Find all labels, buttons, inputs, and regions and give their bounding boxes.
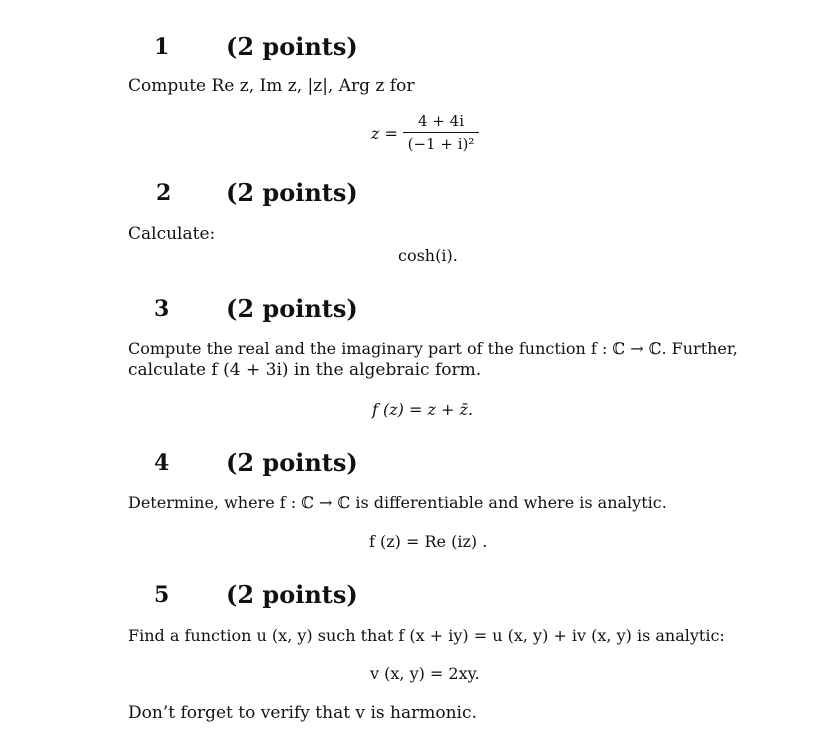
problem-formula: cosh(i).: [398, 246, 458, 265]
problem-formula: v (x, y) = 2xy.: [370, 664, 480, 683]
fraction-numerator: 4 + 4i: [418, 112, 464, 130]
problem-number: 5: [154, 582, 170, 608]
problem-formula: f (z) = z + z̄.: [372, 400, 474, 419]
formula-lhs: z =: [371, 124, 398, 143]
problem-points: (2 points): [226, 294, 358, 323]
problem-text: Find a function u (x, y) such that f (x + iy) = u (x, y) + iv (x, y) is analytic:: [128, 626, 725, 645]
problem-text: Calculate:: [128, 224, 216, 244]
problem-number: 3: [154, 296, 170, 322]
problem-footer: Don’t forget to verify that v is harmonic.: [128, 703, 477, 723]
fraction-denominator: (−1 + i)²: [407, 135, 475, 153]
problem-text: Determine, where f : ℂ → ℂ is differentiable and where is analytic.: [128, 493, 667, 512]
problem-number: 1: [154, 34, 170, 60]
problem-points: (2 points): [226, 580, 358, 609]
problem-number: 2: [156, 180, 172, 206]
formula-fraction: [403, 112, 479, 153]
problem-points: (2 points): [226, 448, 358, 477]
problem-points: (2 points): [226, 32, 358, 61]
problem-points: (2 points): [226, 178, 358, 207]
fraction-bar: [403, 132, 479, 133]
problem-text-line-1: Compute the real and the imaginary part of the function f : ℂ → ℂ. Further,: [128, 339, 738, 358]
problem-text-line-2: calculate f (4 + 3i) in the algebraic form.: [128, 360, 482, 380]
problem-formula: f (z) = Re (iz) .: [369, 532, 488, 551]
problem-number: 4: [154, 450, 170, 476]
problem-text: Compute Re z, Im z, |z|, Arg z for: [128, 76, 415, 96]
